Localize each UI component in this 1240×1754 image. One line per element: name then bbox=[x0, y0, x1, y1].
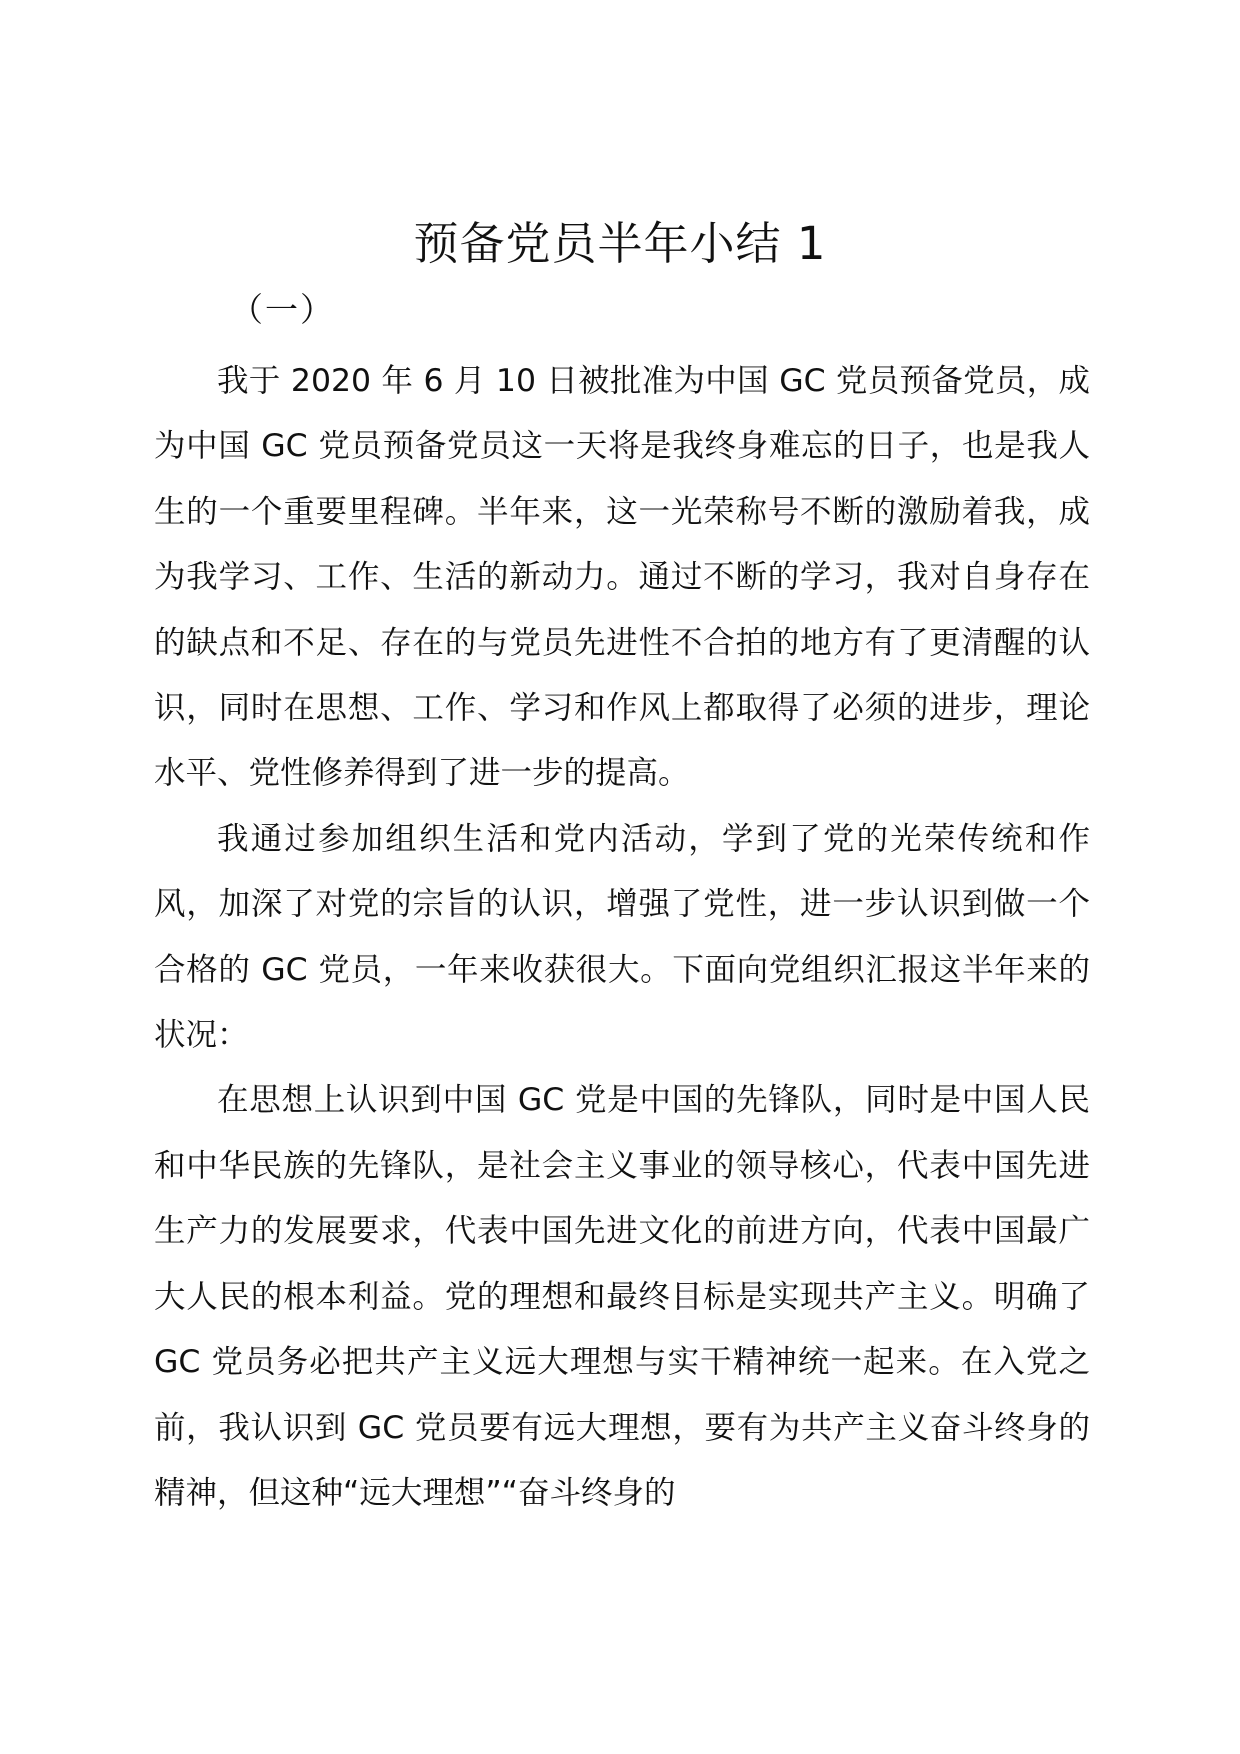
document-body bbox=[154, 349, 1090, 1526]
body-paragraph: 在思想上认识到中国 GC 党是中国的先锋队，同时是中国人民和中华民族的先锋队，是社会主义事业的领导核心，代表中国先进生产力的发展要求，代表中国先进文化的前进方向，代表中国最广大人民的根本利益。党的理想和最终目标是实现共产主义。明确了 GC 党员务必把共产主义远大理想与实干精神统一起来。在入党之前，我认识到 GC 党员要有远大理想，要有为共产主义奋斗终身的精神，但这种“远大理想”“奋斗终身的 bbox=[154, 1082, 1090, 1511]
body-paragraph: 我于 2020 年 6 月 10 日被批准为中国 GC 党员预备党员，成为中国 GC 党员预备党员这一天将是我终身难忘的日子，也是我人生的一个重要里程碑。半年来，这一光荣称号不断的激励着我，成为我学习、工作、生活的新动力。通过不断的学习，我对自身存在的缺点和不足、存在的与党员先进性不合拍的地方有了更清醒的认识，同时在思想、工作、学习和作风上都取得了必须的进步，理论水平、党性修养得到了进一步的提高。 bbox=[154, 363, 1090, 792]
section-marker: （一） bbox=[230, 290, 335, 329]
document-title: 预备党员半年小结 1 bbox=[413, 217, 827, 270]
body-paragraph: 我通过参加组织生活和党内活动，学到了党的光荣传统和作风，加深了对党的宗旨的认识，增强了党性，进一步认识到做一个合格的 GC 党员，一年来收获很大。下面向党组织汇报这半年来的状况： bbox=[154, 820, 1090, 1054]
